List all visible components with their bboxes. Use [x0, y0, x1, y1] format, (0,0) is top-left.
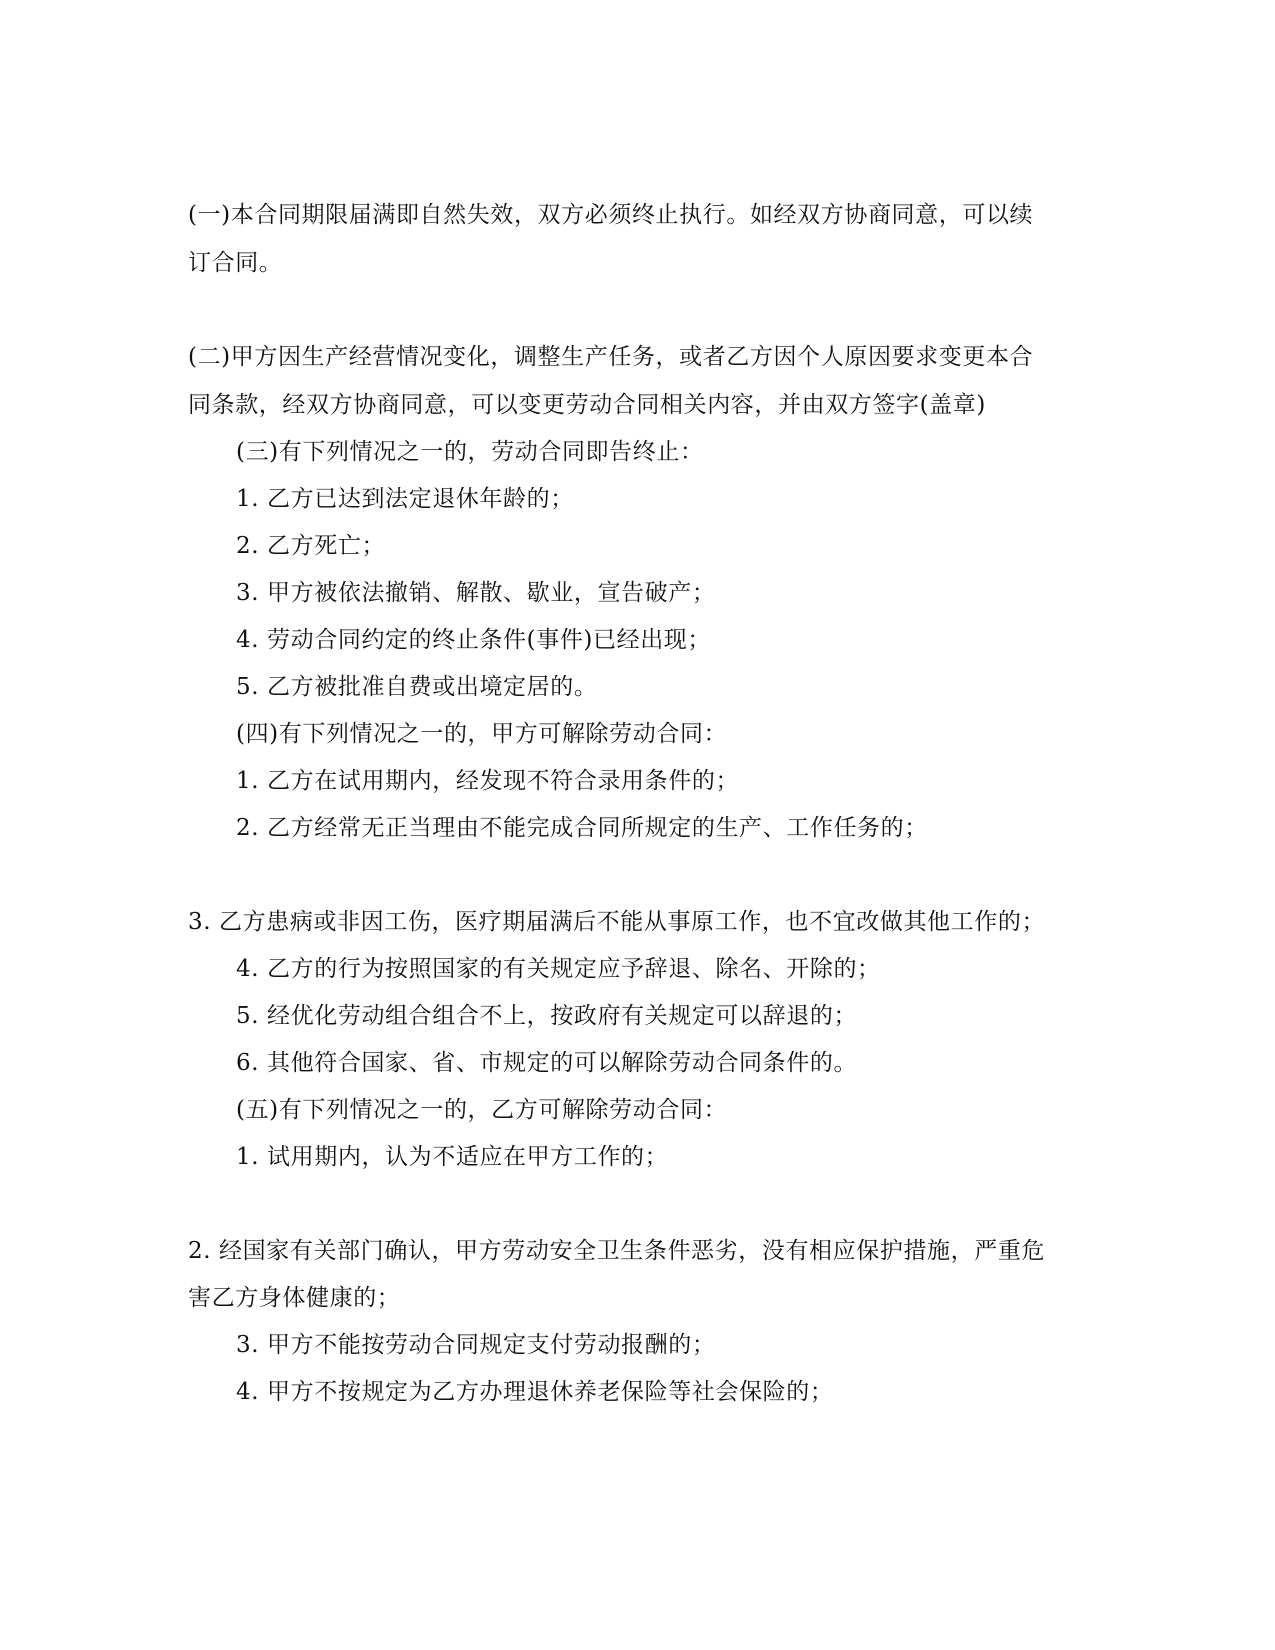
section-5-item-2-line-2: 害乙方身体健康的； — [188, 1285, 401, 1311]
section-4-item-1: 1. 乙方在试用期内，经发现不符合录用条件的； — [236, 768, 740, 794]
section-3-item-2: 2. 乙方死亡； — [236, 533, 386, 559]
section-3-item-3: 3. 甲方被依法撤销、解散、歇业，宣告破产； — [236, 580, 716, 606]
section-3-item-5: 5. 乙方被批准自费或出境定居的。 — [236, 674, 598, 700]
section-5-item-4: 4. 甲方不按规定为乙方办理退休养老保险等社会保险的； — [236, 1379, 834, 1405]
section-4-item-4: 4. 乙方的行为按照国家的有关规定应予辞退、除名、开除的； — [236, 956, 881, 982]
paragraph-2-line-2: 同条款，经双方协商同意，可以变更劳动合同相关内容，并由双方签字(盖章) — [188, 392, 986, 418]
section-4-item-5: 5. 经优化劳动组合组合不上，按政府有关规定可以辞退的； — [236, 1003, 858, 1029]
paragraph-1-line-2: 订合同。 — [188, 250, 283, 276]
section-4-item-2: 2. 乙方经常无正当理由不能完成合同所规定的生产、工作任务的； — [236, 815, 928, 841]
section-5-heading: (五)有下列情况之一的，乙方可解除劳动合同： — [236, 1097, 728, 1123]
section-4-heading: (四)有下列情况之一的，甲方可解除劳动合同： — [236, 721, 728, 747]
section-4-item-3: 3. 乙方患病或非因工伤，医疗期届满后不能从事原工作，也不宜改做其他工作的； — [188, 909, 1046, 935]
section-3-heading: (三)有下列情况之一的，劳动合同即告终止： — [236, 439, 704, 465]
section-5-item-2-line-1: 2. 经国家有关部门确认，甲方劳动安全卫生条件恶劣，没有相应保护措施，严重危 — [188, 1238, 1046, 1264]
section-5-item-1: 1. 试用期内，认为不适应在甲方工作的； — [236, 1144, 669, 1170]
paragraph-2-line-1: (二)甲方因生产经营情况变化，调整生产任务，或者乙方因个人原因要求变更本合 — [188, 344, 1034, 370]
section-4-item-6: 6. 其他符合国家、省、市规定的可以解除劳动合同条件的。 — [236, 1050, 858, 1076]
paragraph-1-line-1: (一)本合同期限届满即自然失效，双方必须终止执行。如经双方协商同意，可以续 — [188, 202, 1034, 228]
section-3-item-4: 4. 劳动合同约定的终止条件(事件)已经出现； — [236, 627, 712, 653]
section-3-item-1: 1. 乙方已达到法定退休年龄的； — [236, 486, 574, 512]
section-5-item-3: 3. 甲方不能按劳动合同规定支付劳动报酬的； — [236, 1332, 716, 1358]
